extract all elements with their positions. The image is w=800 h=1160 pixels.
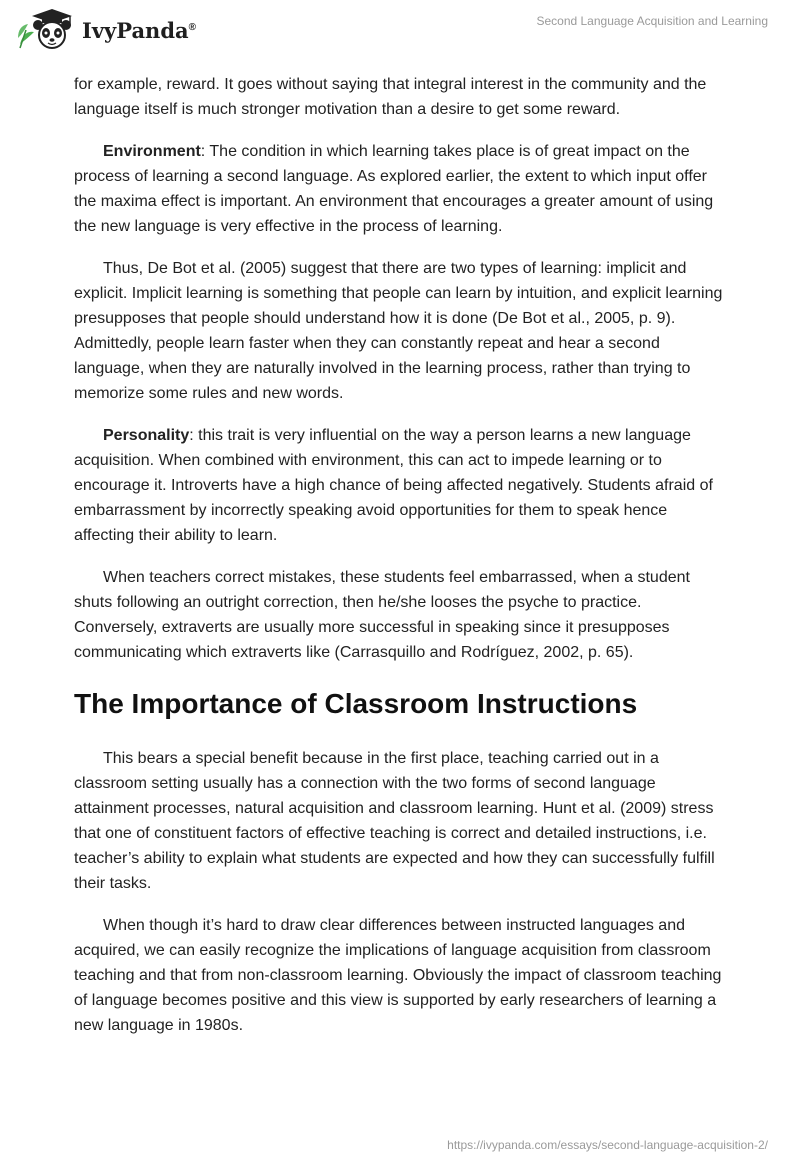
- paragraph-continuation: for example, reward. It goes without saying that integral interest in the community and the language itself is much stronger motivation than a desire to get some reward.: [74, 76, 707, 118]
- page-header: [0, 0, 800, 64]
- paragraph-environment: [74, 139, 726, 239]
- paragraph-learning-types: Thus, De Bot et al. (2005) suggest that there are two types of learning: implicit and explicit. Implicit learning is something that people can learn by intuition, and explicit learning presupposes that people should understand how it is done (De Bot et al., 2005, p. 9). Admittedly, people learn faster when they can constantly repeat and hear a second language, when they are naturally involved in the learning process, rather than trying to memorize some rules and new words.: [74, 260, 723, 402]
- source-url[interactable]: https://ivypanda.com/essays/second-language-acquisition-2/: [447, 1138, 768, 1152]
- document-title: Second Language Acquisition and Learning: [536, 14, 768, 28]
- section-heading: The Importance of Classroom Instructions: [74, 688, 638, 719]
- paragraph-text: : this trait is very influential on the way a person learns a new language acquisition. When combined with environment, this can act to impede learning or to encourage it. Introverts have a high chance of being affected negatively. Students afraid of embarrassment by incorrectly speaking avoid opportunities for them to speak hence affecting their ability to learn.: [74, 427, 713, 544]
- paragraph-corrections: When teachers correct mistakes, these students feel embarrassed, when a student shuts following an outright correction, then he/she looses the psyche to practice. Conversely, extraverts are usually more successful in speaking since it presupposes communicating which extraverts like (Carrasquillo and Rodríguez, 2002, p. 65).: [74, 569, 690, 661]
- panda-logo-icon: [14, 8, 76, 50]
- brand-logo[interactable]: [14, 8, 196, 50]
- brand-name: IvyPanda®: [82, 17, 196, 43]
- essay-content: [74, 72, 726, 1055]
- term-personality: Personality: [103, 427, 190, 444]
- paragraph-personality: [74, 423, 726, 548]
- term-environment: Environment: [103, 143, 201, 160]
- paragraph-classroom-benefit: This bears a special benefit because in the first place, teaching carried out in a classroom setting usually has a connection with the two forms of second language attainment processes, natural acquisition and classroom learning. Hunt et al. (2009) stress that one of constituent factors of effective teaching is correct and detailed instructions, i.e. teacher’s ability to explain what students are expected and how they can successfully fulfill their tasks.: [74, 750, 715, 892]
- paragraph-text: : The condition in which learning takes place is of great impact on the process of learning a second language. As explored earlier, the extent to which input offer the maxima effect is important. An environment that encourages a greater amount of using the new language is very effective in the process of learning.: [74, 143, 714, 235]
- paragraph-classroom-impact: When though it’s hard to draw clear differences between instructed languages and acquired, we can easily recognize the implications of language acquisition from classroom teaching and that from non-classroom learning. Obviously the impact of classroom teaching of language becomes positive and this view is supported by early researchers of learning a new language in 1980s.: [74, 917, 722, 1034]
